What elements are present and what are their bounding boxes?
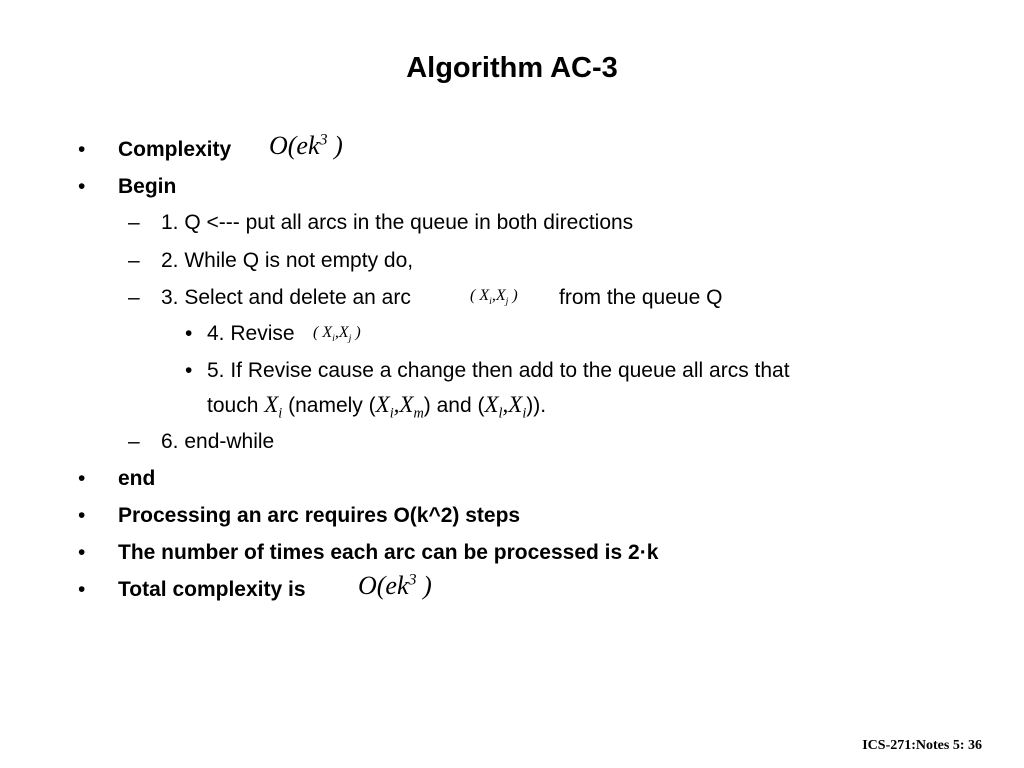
- step-3-text: 3. Select and delete an arc: [161, 286, 411, 309]
- end-label: end: [118, 467, 156, 490]
- total-label: Total complexity is: [118, 578, 306, 601]
- bullet-marker: •: [78, 138, 86, 161]
- bullet-marker: •: [185, 322, 193, 345]
- begin-label: Begin: [118, 175, 177, 198]
- step-1-text: 1. Q <--- put all arcs in the queue in both directions: [161, 211, 634, 234]
- total-exponent: 3: [408, 571, 417, 589]
- dash-marker: –: [128, 430, 140, 453]
- step-6-text: 6. end-while: [161, 430, 275, 453]
- processing-label: Processing an arc requires O(k^2) steps: [118, 504, 521, 527]
- times-label: The number of times each arc can be processed is 2·k: [118, 541, 659, 564]
- complexity-formula: $O(ek^3$ ): [269, 131, 343, 160]
- bullet-marker: •: [78, 541, 86, 564]
- complexity-exponent: 3: [319, 131, 328, 149]
- total-formula: $O(ek^3$ ): [358, 571, 432, 600]
- step-4-text: 4. Revise: [207, 322, 295, 345]
- slide-footer: ICS-271:Notes 5: 36: [862, 738, 982, 753]
- bullet-marker: •: [78, 175, 86, 198]
- revise-arc-xi-xj: ( $X_i,X_j$ ): [313, 324, 361, 345]
- bullet-marker: •: [185, 359, 193, 382]
- bullet-marker: •: [78, 504, 86, 527]
- slide-title: Algorithm AC-3: [406, 52, 618, 84]
- step-5-line-1: 5. If Revise cause a change then add to the queue all arcs that: [207, 359, 790, 382]
- dash-marker: –: [128, 249, 140, 272]
- dash-marker: –: [128, 286, 140, 309]
- bullet-marker: •: [78, 578, 86, 601]
- complexity-label: Complexity: [118, 138, 232, 161]
- step-2-text: 2. While Q is not empty do,: [161, 249, 414, 272]
- bullet-marker: •: [78, 467, 86, 490]
- step-3-text-after: from the queue Q: [559, 286, 723, 309]
- step-5-line-2: touch $X_i$ (namely $(X_i,X_m)$ and $(X_l,X_i)$).: [207, 392, 547, 422]
- arc-xi-xj: ( $X_i,X_j$ ): [470, 287, 518, 308]
- dash-marker: –: [128, 211, 140, 234]
